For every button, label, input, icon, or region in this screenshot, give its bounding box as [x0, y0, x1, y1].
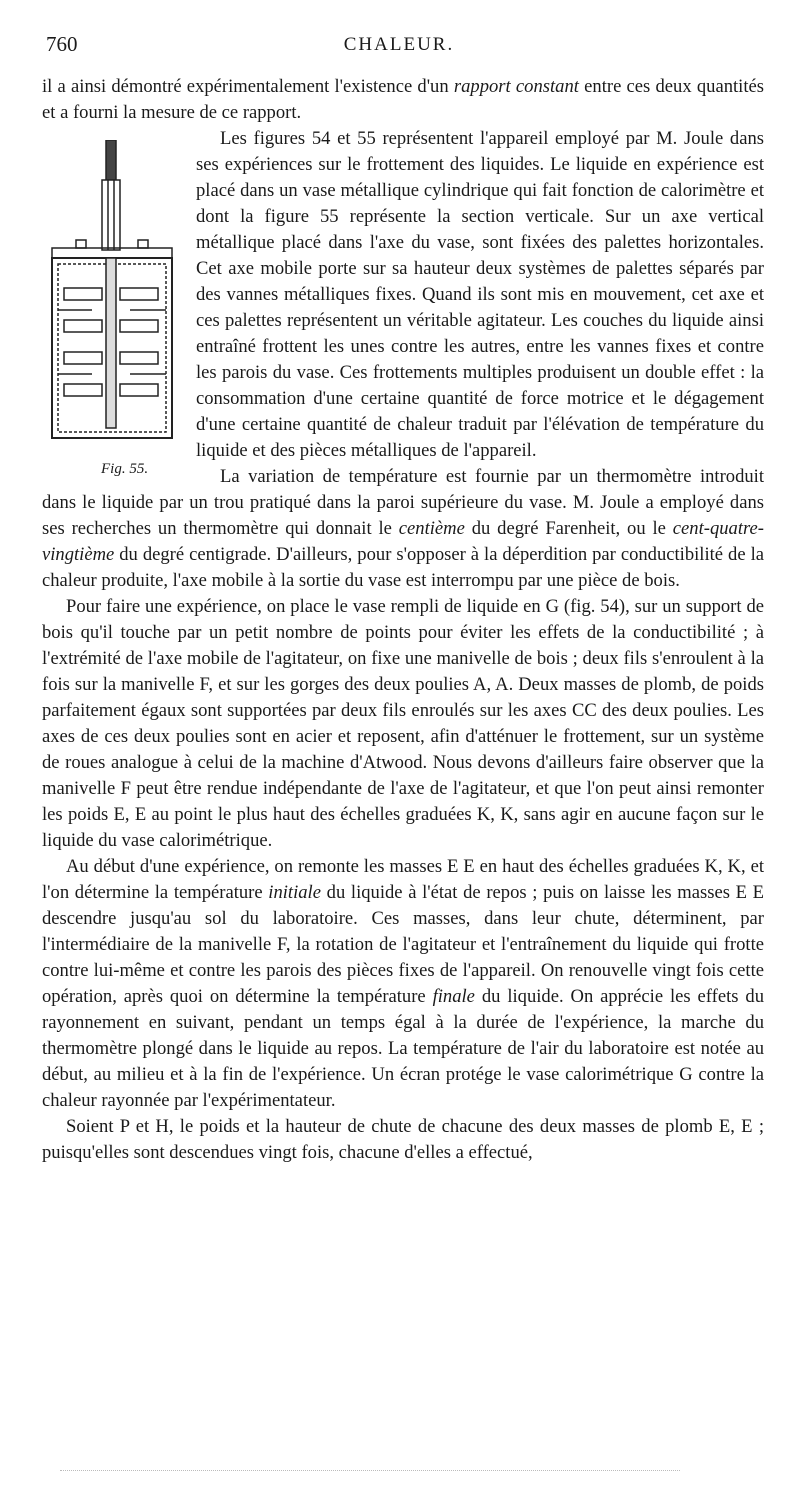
italic-run: finale	[432, 986, 475, 1007]
text-run: du degré centigrade. D'ailleurs, pour s'opposer à la déperdition par conductibilité de la chaleur produite, l'axe mobile à la sortie du vase est interrompu par une pièce de bois.	[42, 544, 764, 591]
text-run: Pour faire une expérience, on place le vase rempli de liquide en G (fig. 54), sur un support de bois qu'il touche par un petit nombre de points pour éviter les effets de la conductibilité ; à l'extrémité de l'axe mobile de l'agitateur, on fixe une manivelle de bois ; deux fils s'enroulent à la fois sur la manivelle F, et sur les gorges des deux poulies A, A. Deux masses de plomb, de poids parfaitement égaux sont supportées par deux fils enroulés sur les axes CC des deux poulies. Les axes de ces deux poulies sont en acier et reposent, afin d'atténuer le frottement, sur un système de roues analogue à celui de la machine d'Atwood. Nous devons d'ailleurs faire observer que la manivelle F peut être rendue indépendante de l'axe de l'agitateur, et que l'on peut ainsi remonter les poids E, E au point le plus haut des échelles graduées K, K, sans agir en aucune façon sur le liquide du vase calorimétrique.	[42, 596, 764, 851]
page-body	[42, 74, 764, 1166]
text-run: Au début d'une expérience, on remonte les masses E E en haut des échelles graduées K, K, et l'on détermine la température	[42, 856, 764, 903]
paragraph-3	[42, 464, 764, 594]
text-run: du liquide à l'état de repos ; puis on laisse les masses E E descendre jusqu'au sol du laboratoire. Ces masses, dans leur chute, déterminent, par l'intermédiaire de la manivelle F, la rotation de l'agitateur et l'entraînement du liquide qui frotte contre lui-même et contre les parois des pièces fixes de l'appareil. On renouvelle vingt fois cette opération, après quoi on détermine la température	[42, 882, 764, 1007]
text-run: du liquide. On apprécie les effets du rayonnement en suivant, pendant un temps égal à la durée de l'expérience, la marche du thermomètre plongé dans le liquide au repos. La température de l'air du laboratoire est notée au début, au milieu et à la fin de l'expérience. Un écran protége le vase calorimétrique G contre la chaleur rayonnée par l'expérimentateur.	[42, 986, 764, 1111]
page-header	[38, 30, 760, 60]
text-run: Les figures 54 et 55 représentent l'appareil employé par M. Joule dans ses expériences sur le frottement des liquides. Le liquide en expérience est placé dans un vase métallique cylindrique qui fait fonction de calorimètre et dont la figure 55 représente la section verticale. Sur un axe vertical métallique placé dans l'axe du vase, sont fixées des palettes horizontales. Cet axe mobile porte sur sa hauteur deux systèmes de palettes séparés par des vannes métalliques fixes. Quand ils sont mis en mouvement, cet axe et ces palettes représentent un véritable agitateur. Les couches du liquide ainsi entraîné frottent les unes contre les autres, entre les vannes fixes et contre les parois du vase. Ces frottements multiples produisent un double effet : la consommation d'une certaine quantité de force motrice et le dégagement d'une certaine quantité de chaleur traduit par l'élévation de température du liquide et des pièces métalliques de l'appareil.	[196, 128, 764, 461]
figure-caption: Fig. 55.	[101, 461, 149, 477]
text-run: La variation de température est fournie par un thermomètre introduit dans le liquide par un trou pratiqué dans la paroi supérieure du vase. M. Joule a employé dans ses recherches un thermomètre qui donnait le	[42, 466, 764, 539]
running-head: CHALEUR.	[343, 34, 455, 55]
text-run: entre ces deux quantités et a fourni la mesure de ce rapport.	[42, 76, 764, 123]
calorimeter-agitator-icon	[42, 140, 182, 450]
paragraph-1	[42, 74, 764, 126]
paragraph-4	[42, 594, 764, 854]
page-number: 760	[46, 32, 78, 56]
text-run: du degré Farenheit, ou le	[464, 518, 673, 539]
text-run: il a ainsi démontré expérimentalement l'existence d'un	[42, 76, 454, 97]
italic-run: cent-quatre-vingtième	[42, 518, 765, 565]
italic-run: centième	[398, 518, 465, 539]
footer-rule	[60, 1470, 680, 1471]
figure-55	[42, 130, 182, 480]
italic-run: initiale	[268, 882, 321, 903]
text-run: Soient P et H, le poids et la hauteur de chute de chacune des deux masses de plomb E, E ; puisqu'elles sont descendues vingt fois, chacune d'elles a effectué,	[42, 1116, 764, 1163]
italic-run: rapport constant	[453, 76, 579, 97]
paragraph-2	[42, 126, 764, 477]
paragraph-5	[42, 854, 764, 1114]
paragraph-6	[42, 1114, 764, 1166]
